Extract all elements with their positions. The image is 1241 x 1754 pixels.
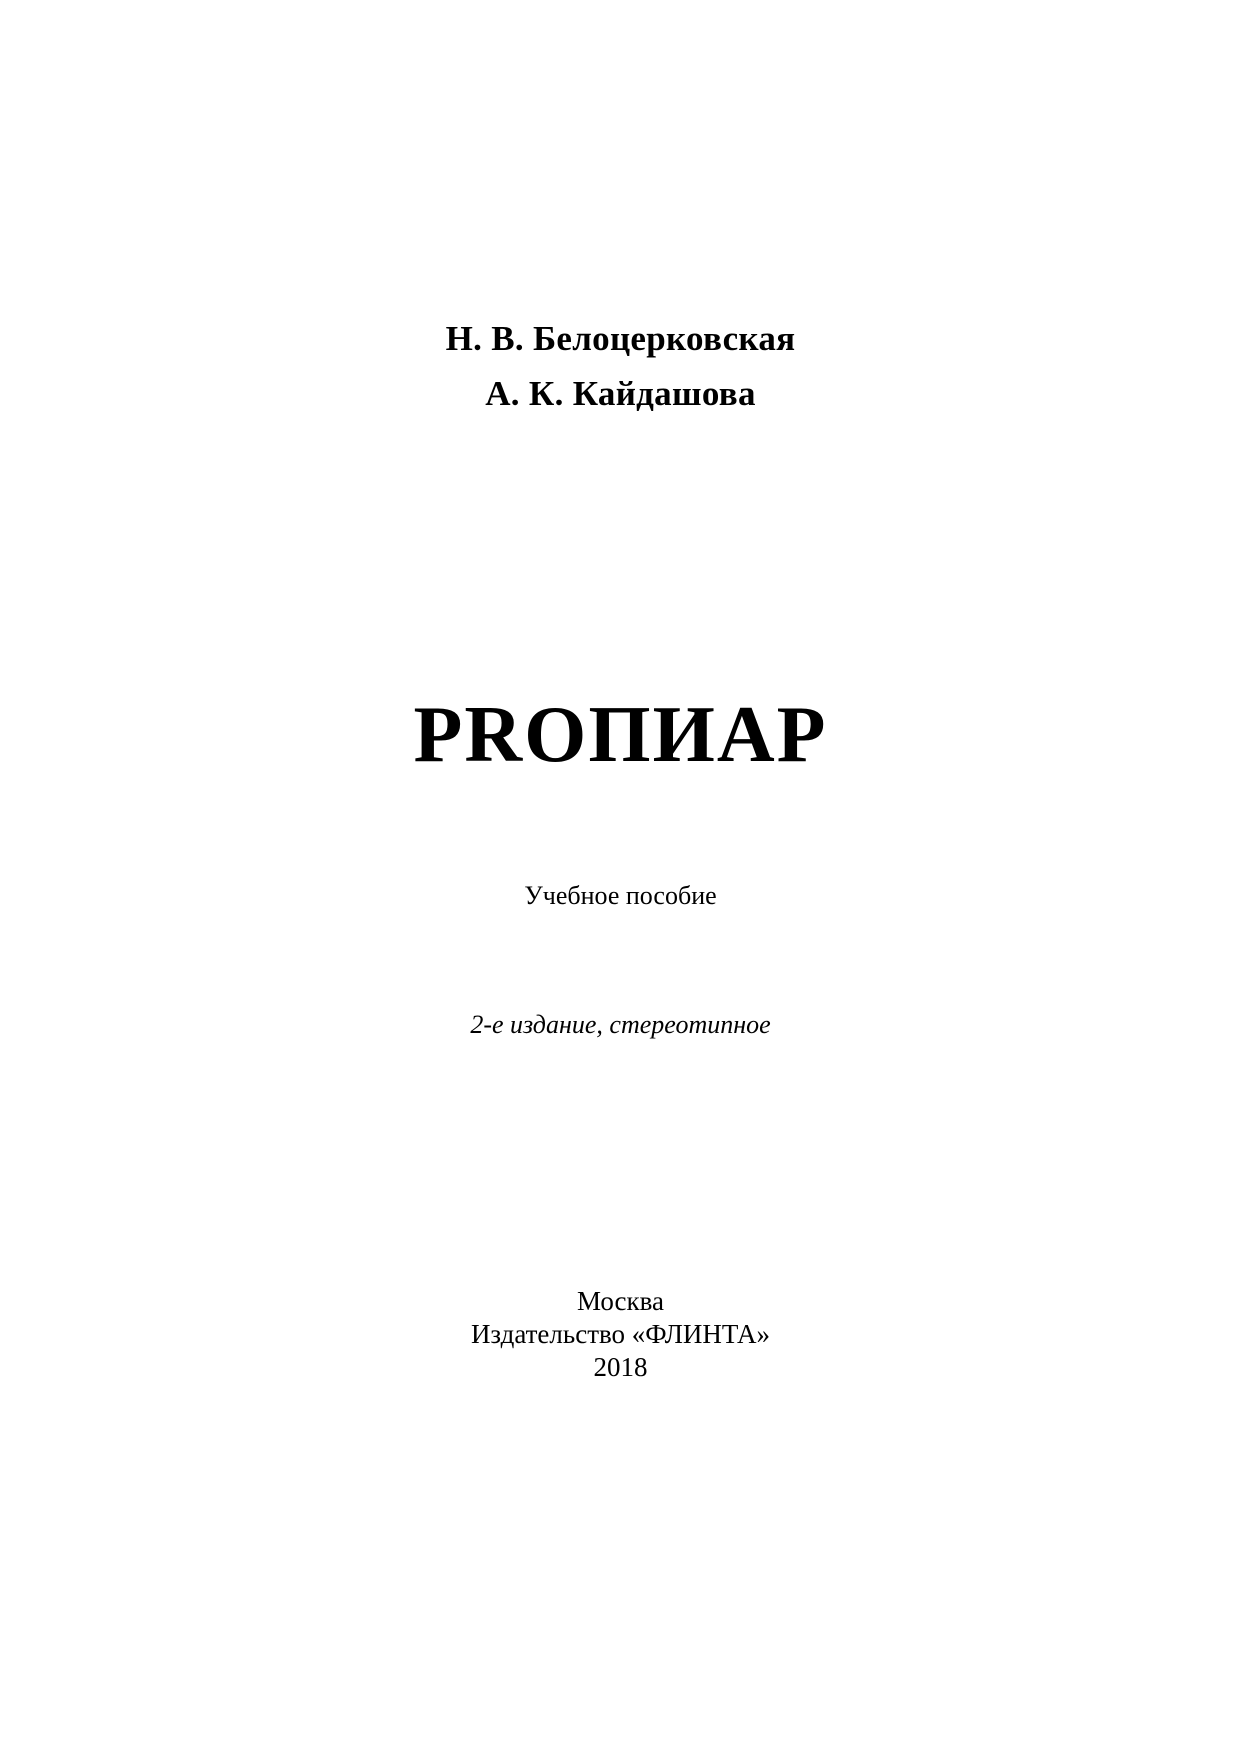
imprint-city: Москва xyxy=(577,1286,664,1316)
imprint-year: 2018 xyxy=(593,1352,648,1382)
edition-note: 2-е издание, стереотипное xyxy=(470,1010,771,1039)
author-name: Н. В. Белоцерковская xyxy=(445,319,796,358)
author-name: А. К. Кайдашова xyxy=(485,374,756,413)
book-title: PROПИАР xyxy=(413,691,828,779)
book-type: Учебное пособие xyxy=(524,881,717,910)
imprint-publisher: Издательство «ФЛИНТА» xyxy=(470,1319,771,1349)
